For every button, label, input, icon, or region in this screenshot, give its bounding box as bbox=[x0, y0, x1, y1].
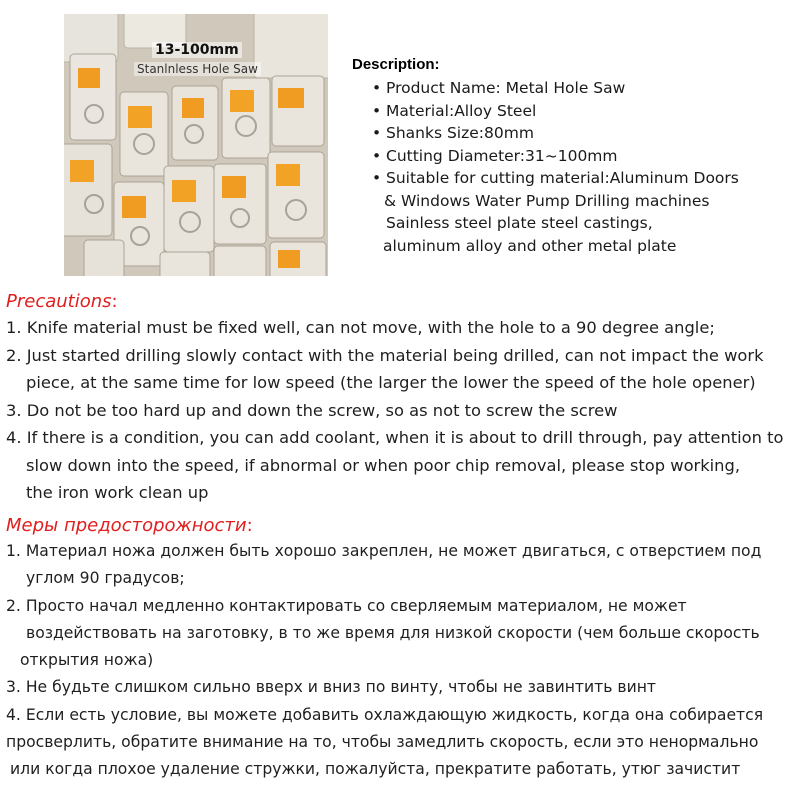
list-item: 3. Do not be too hard up and down the screw, so as not to screw the screw bbox=[6, 400, 618, 420]
list-item: 4. If there is a condition, you can add coolant, when it is about to drill through, pay attention to slow down into the speed, if abnormal or when poor chip removal, please stop working, the iron work clean up bbox=[6, 428, 784, 502]
precautions-ru-list bbox=[6, 538, 796, 784]
bullet-icon: • bbox=[372, 101, 382, 120]
photo-subtitle: Stanlnless Hole Saw bbox=[134, 62, 261, 76]
bullet-icon: • bbox=[372, 169, 382, 187]
description-item: • Material:Alloy Steel bbox=[386, 100, 792, 123]
list-item: 3. Не будьте слишком сильно вверх и вниз по винту, чтобы не завинтить винт bbox=[6, 678, 656, 697]
precautions-en-heading: Precautions: bbox=[6, 291, 118, 312]
description-item: • Cutting Diameter:31~100mm bbox=[386, 145, 792, 168]
photo-title: 13-100mm bbox=[152, 42, 242, 58]
list-item: 2. Just started drilling slowly contact with the material being drilled, can not impact the work piece, at the same time for low speed (the larger the lower the speed of the hole opener) bbox=[6, 345, 764, 392]
description-list bbox=[352, 77, 792, 257]
description-item: • Suitable for cutting material:Aluminum Doors & Windows Water Pump Drilling machines Sainless steel plate steel castings, aluminum alloy and other metal plate bbox=[372, 169, 739, 255]
description-item: • Shanks Size:80mm bbox=[386, 122, 792, 145]
list-item: 4. Если есть условие, вы можете добавить охлаждающую жидкость, когда она собирается просверлить, обратите внимание на то, чтобы замедлить скорость, если это ненормально или когда плохое удаление стружки, пожалуйста, прекратите работать, утюг зачистит bbox=[6, 705, 764, 779]
precautions-ru-heading: Меры предосторожности: bbox=[6, 515, 253, 536]
precautions-en-list bbox=[6, 314, 796, 507]
precautions-en-section bbox=[6, 290, 796, 507]
bullet-icon: • bbox=[372, 146, 382, 165]
bullet-icon: • bbox=[372, 79, 382, 97]
description-title: Description: bbox=[352, 56, 440, 73]
list-item: 1. Knife material must be fixed well, can not move, with the hole to a 90 degree angle; bbox=[6, 318, 715, 337]
precautions-ru-section bbox=[6, 514, 796, 784]
bullet-icon: • bbox=[372, 124, 382, 142]
product-photo bbox=[64, 14, 328, 276]
list-item: 2. Просто начал медленно контактировать со сверляемым материалом, не может воздействовать на заготовку, в то же время для низкой скорости (чем больше скорость открытия ножа) bbox=[6, 596, 760, 670]
description-block bbox=[352, 56, 792, 257]
list-item: 1. Материал ножа должен быть хорошо закреплен, не может двигаться, с отверстием под углом 90 градусов; bbox=[6, 542, 762, 588]
description-item: • Product Name: Metal Hole Saw bbox=[386, 77, 792, 100]
